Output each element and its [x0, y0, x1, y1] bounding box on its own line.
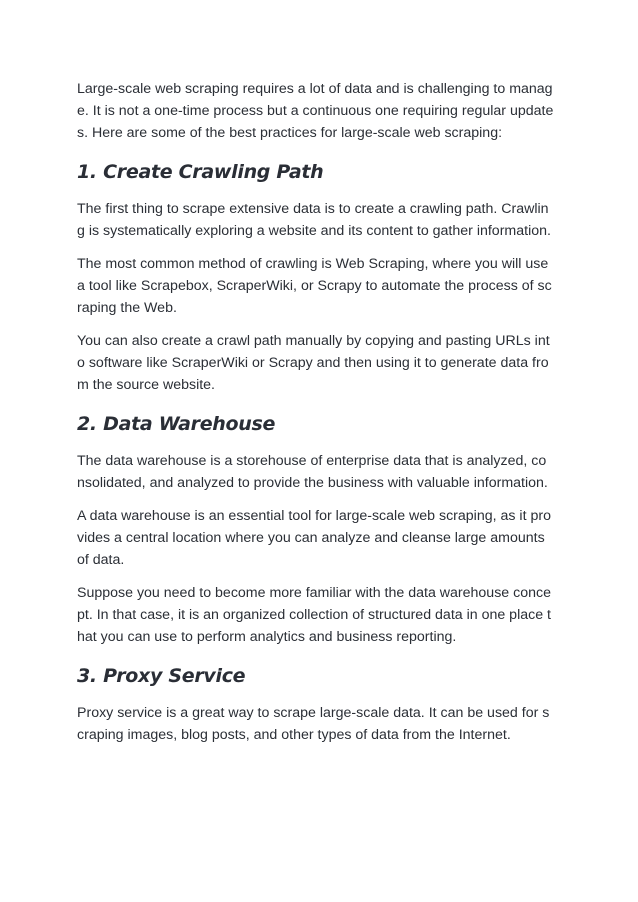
- text-line: a tool like Scrapebox, ScraperWiki, or Scrapy to automate the process of sc: [77, 278, 552, 294]
- section-3-paragraph-1: [77, 702, 563, 746]
- text-line: vides a central location where you can analyze and cleanse large amounts: [77, 530, 545, 546]
- text-line: m the source website.: [77, 377, 215, 393]
- text-line: The first thing to scrape extensive data is to create a crawling path. Crawlin: [77, 201, 549, 217]
- text-line: Suppose you need to become more familiar with the data warehouse conce: [77, 585, 551, 601]
- text-line: nsolidated, and analyzed to provide the business with valuable information.: [77, 475, 548, 491]
- text-line: pt. In that case, it is an organized collection of structured data in one place t: [77, 607, 551, 623]
- text-line: The data warehouse is a storehouse of enterprise data that is analyzed, co: [77, 453, 547, 469]
- section-1-paragraph-1: [77, 198, 563, 242]
- text-line: Proxy service is a great way to scrape large-scale data. It can be used for s: [77, 705, 550, 721]
- section-2-paragraph-2: [77, 505, 563, 571]
- text-line: s. Here are some of the best practices for large-scale web scraping:: [77, 125, 503, 141]
- text-line: craping images, blog posts, and other types of data from the Internet.: [77, 727, 511, 743]
- text-line: e. It is not a one-time process but a continuous one requiring regular update: [77, 103, 554, 119]
- text-line: hat you can use to perform analytics and business reporting.: [77, 629, 457, 645]
- text-line: The most common method of crawling is Web Scraping, where you will use: [77, 256, 549, 272]
- document-page: [77, 78, 563, 746]
- section-2-paragraph-1: [77, 450, 563, 494]
- section-1-paragraph-3: [77, 330, 563, 396]
- text-line: A data warehouse is an essential tool for large-scale web scraping, as it pro: [77, 508, 551, 524]
- text-line: g is systematically exploring a website and its content to gather information.: [77, 223, 551, 239]
- section-2-paragraph-3: [77, 582, 563, 648]
- text-line: raping the Web.: [77, 300, 177, 316]
- intro-paragraph: [77, 78, 563, 144]
- text-line: of data.: [77, 552, 125, 568]
- text-line: You can also create a crawl path manually by copying and pasting URLs int: [77, 333, 550, 349]
- section-heading-proxy-service: 3. Proxy Service: [77, 665, 246, 687]
- section-1-paragraph-2: [77, 253, 563, 319]
- text-line: Large-scale web scraping requires a lot of data and is challenging to manag: [77, 81, 553, 97]
- section-heading-crawling-path: 1. Create Crawling Path: [77, 161, 324, 183]
- text-line: o software like ScraperWiki or Scrapy and then using it to generate data fro: [77, 355, 549, 371]
- section-heading-data-warehouse: 2. Data Warehouse: [77, 413, 276, 435]
